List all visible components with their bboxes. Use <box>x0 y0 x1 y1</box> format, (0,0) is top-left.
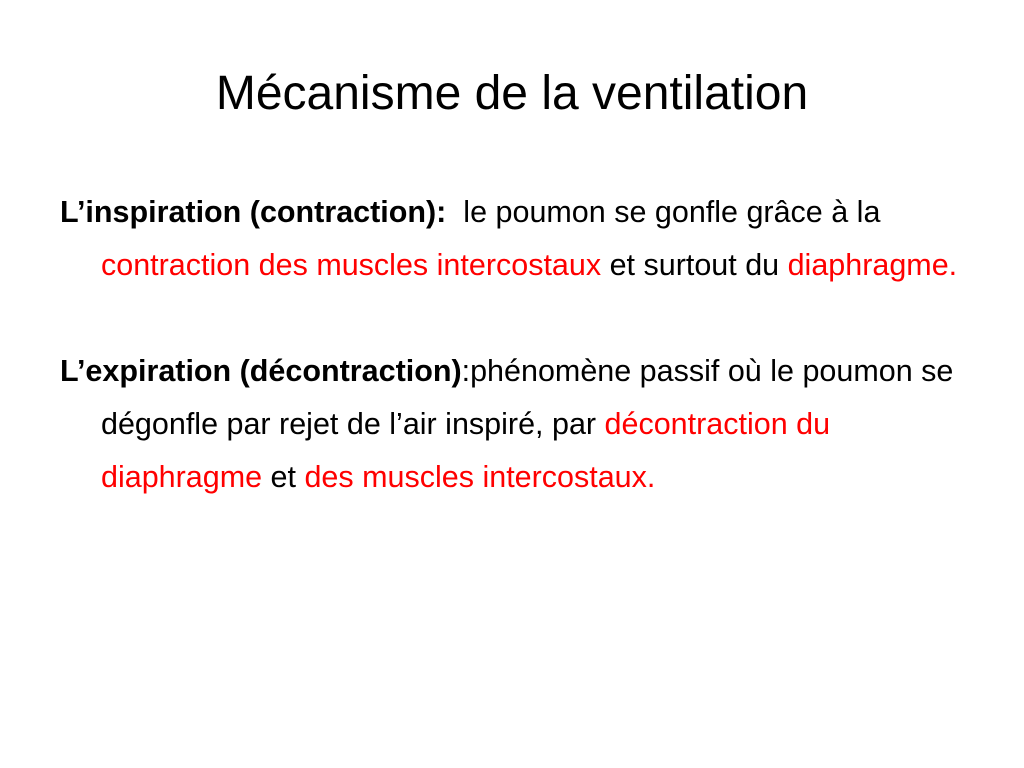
expiration-text-1: :phénomène passif où le poumon se dégonfle par rejet de l’air inspiré, par <box>101 354 954 441</box>
paragraph-inspiration <box>60 186 965 292</box>
expiration-highlight-muscles: des muscles intercostaux. <box>304 460 656 494</box>
inspiration-highlight-muscles: contraction des muscles intercostaux <box>101 248 602 282</box>
term-expiration: L’expiration (décontraction) <box>60 354 462 388</box>
slide-title: Mécanisme de la ventilation <box>215 67 809 120</box>
expiration-highlight-diaphragme: décontraction du diaphragme <box>101 407 831 494</box>
inspiration-text-1: le poumon se gonfle grâce à la <box>454 195 881 229</box>
term-inspiration: L’inspiration (contraction): <box>60 195 447 229</box>
paragraph-expiration <box>60 345 965 504</box>
inspiration-text-2: et surtout du <box>601 248 788 282</box>
inspiration-highlight-diaphragme: diaphragme. <box>787 248 958 282</box>
expiration-text-2: et <box>262 460 305 494</box>
slide-content <box>60 186 965 504</box>
